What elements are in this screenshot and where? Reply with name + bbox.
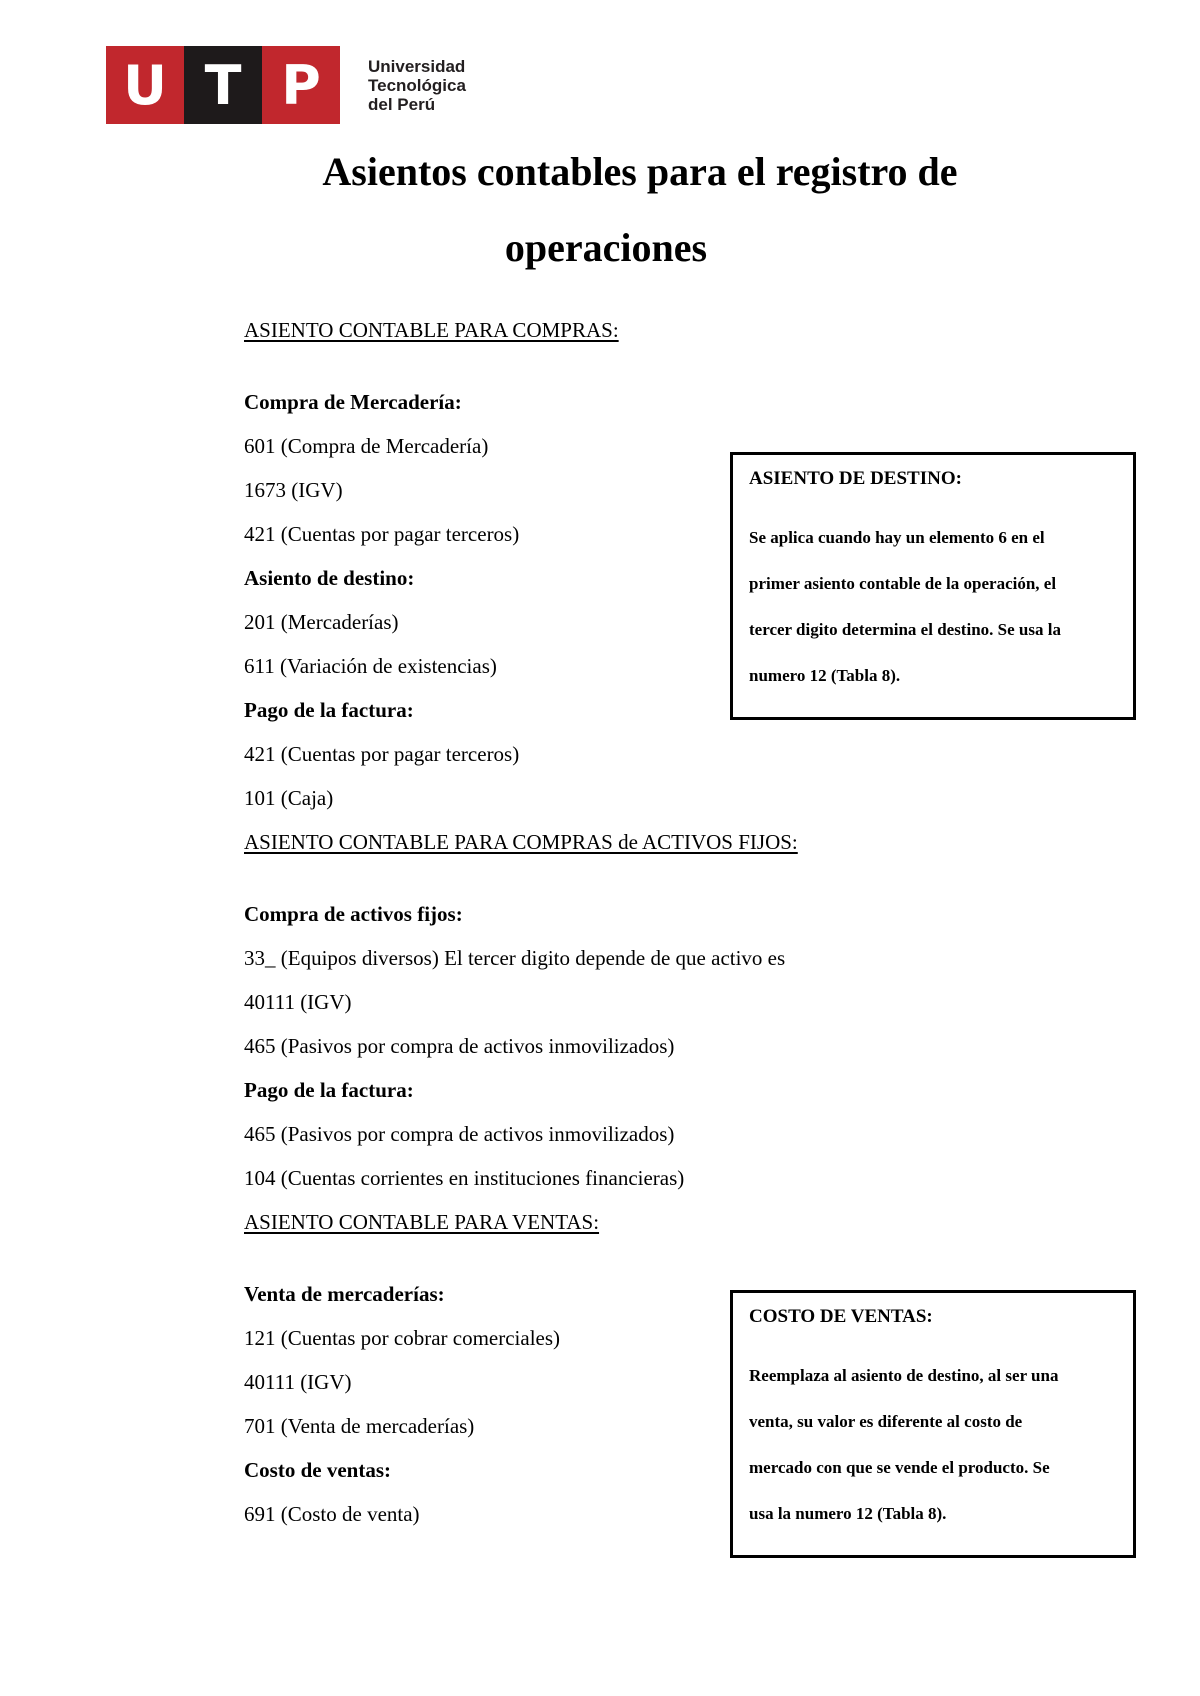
account-line: 691 (Costo de venta): [244, 1502, 420, 1526]
logo-name-line: Universidad: [368, 56, 466, 76]
asiento-destino-label: Asiento de destino:: [244, 566, 415, 590]
compra-mercaderia-label: Compra de Mercadería:: [244, 390, 462, 414]
account-line: 101 (Caja): [244, 786, 334, 810]
note-box-title: COSTO DE VENTAS:: [749, 1306, 933, 1327]
logo-letter-p: P: [262, 46, 340, 124]
section-heading-ventas: ASIENTO CONTABLE PARA VENTAS:: [244, 1210, 600, 1234]
utp-logo: [106, 46, 466, 124]
account-line: 121 (Cuentas por cobrar comerciales): [244, 1326, 561, 1350]
costo-ventas-note-box: [730, 1290, 1136, 1558]
account-line: 33_ (Equipos diversos) El tercer digito depende de que activo es: [244, 946, 786, 970]
note-line: primer asiento contable de la operación, el: [749, 574, 1057, 593]
note-line: Se aplica cuando hay un elemento 6 en el: [749, 528, 1045, 547]
account-line: 465 (Pasivos por compra de activos inmovilizados): [244, 1122, 675, 1146]
note-line: Reemplaza al asiento de destino, al ser una: [749, 1366, 1059, 1385]
account-line: 201 (Mercaderías): [244, 610, 399, 634]
logo-wordmark: [368, 57, 466, 114]
account-line: 40111 (IGV): [244, 1370, 352, 1394]
compra-activos-label: Compra de activos fijos:: [244, 902, 463, 926]
asiento-destino-note-box: [730, 452, 1136, 720]
note-box-body: [749, 515, 1117, 699]
account-line: 104 (Cuentas corrientes en instituciones financieras): [244, 1166, 685, 1190]
section-heading-compras: ASIENTO CONTABLE PARA COMPRAS:: [244, 318, 619, 342]
note-box-body: [749, 1353, 1117, 1537]
note-line: usa la numero 12 (Tabla 8).: [749, 1504, 947, 1523]
pago-factura-label: Pago de la factura:: [244, 698, 414, 722]
logo-letter-t: T: [184, 46, 262, 124]
note-line: numero 12 (Tabla 8).: [749, 666, 901, 685]
note-line: venta, su valor es diferente al costo de: [749, 1412, 1023, 1431]
logo-mark: [106, 46, 340, 124]
pago-factura-label: Pago de la factura:: [244, 1078, 414, 1102]
account-line: 1673 (IGV): [244, 478, 343, 502]
account-line: 611 (Variación de existencias): [244, 654, 497, 678]
note-line: mercado con que se vende el producto. Se: [749, 1458, 1050, 1477]
logo-name-line: del Perú: [368, 94, 436, 114]
note-box-title: ASIENTO DE DESTINO:: [749, 468, 962, 489]
account-line: 701 (Venta de mercaderías): [244, 1414, 475, 1438]
costo-ventas-label: Costo de ventas:: [244, 1458, 391, 1482]
account-line: 421 (Cuentas por pagar terceros): [244, 742, 520, 766]
account-line: 421 (Cuentas por pagar terceros): [244, 522, 520, 546]
account-line: 601 (Compra de Mercadería): [244, 434, 489, 458]
account-line: 40111 (IGV): [244, 990, 352, 1014]
logo-name-line: Tecnológica: [368, 75, 466, 95]
section-heading-activos-fijos: ASIENTO CONTABLE PARA COMPRAS de ACTIVOS FIJOS:: [244, 830, 798, 854]
page-title-line-1: Asientos contables para el registro de: [322, 149, 958, 194]
account-line: 465 (Pasivos por compra de activos inmovilizados): [244, 1034, 675, 1058]
page-title-line-2: operaciones: [504, 225, 708, 270]
note-line: tercer digito determina el destino. Se usa la: [749, 620, 1061, 639]
logo-letter-u: U: [106, 46, 184, 124]
venta-mercaderias-label: Venta de mercaderías:: [244, 1282, 445, 1306]
